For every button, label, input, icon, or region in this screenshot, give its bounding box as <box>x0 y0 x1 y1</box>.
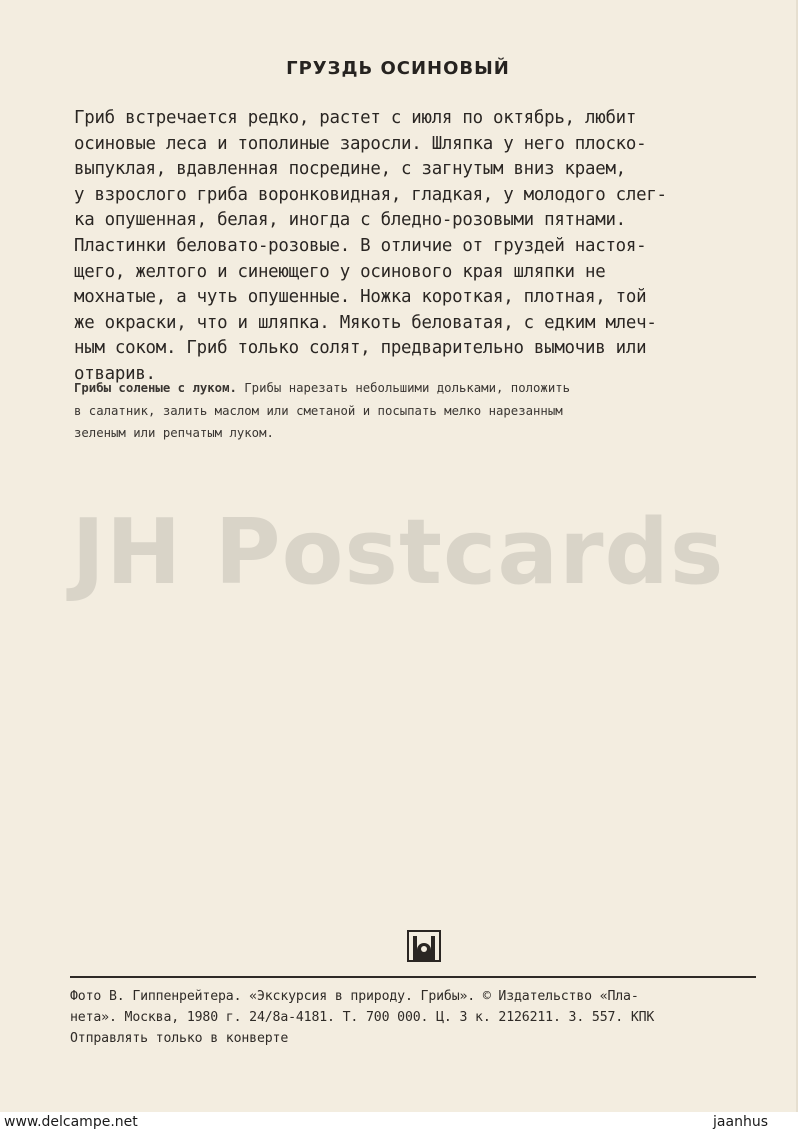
imprint-line: нета». Москва, 1980 г. 24/8а-4181. Т. 700 000. Ц. 3 к. 2126211. З. 557. КПК <box>70 1010 655 1025</box>
description-line: у взрослого гриба воронковидная, гладкая, у молодого слег- <box>74 184 667 205</box>
description-line: мохнатые, а чуть опушенные. Ножка короткая, плотная, той <box>74 287 647 308</box>
planeta-publisher-logo-icon <box>407 930 441 962</box>
description-line: осиновые леса и тополиные заросли. Шляпка у него плоско- <box>74 133 647 154</box>
mushroom-title: ГРУЗДЬ ОСИНОВЫЙ <box>286 58 510 79</box>
jaanhus-watermark: jaanhus <box>713 1114 768 1130</box>
description-line: ка опушенная, белая, иногда с бледно-розовыми пятнами. <box>74 210 626 231</box>
recipe-title: Грибы соленые с луком. <box>74 381 237 395</box>
recipe-line <box>74 377 756 400</box>
description-line: же окраски, что и шляпка. Мякоть беловатая, с едким млеч- <box>74 312 657 333</box>
footer-divider <box>70 976 756 978</box>
description-line: Пластинки беловато-розовые. В отличие от груздей настоя- <box>74 235 647 256</box>
recipe-line: в салатник, залить маслом или сметаной и посыпать мелко нарезанным <box>74 403 563 418</box>
imprint-line: Отправлять только в конверте <box>70 1031 289 1046</box>
description-line: Гриб встречается редко, растет с июля по октябрь, любит <box>74 108 637 128</box>
description-paragraph <box>74 106 756 388</box>
imprint-line: Фото В. Гиппенрейтера. «Экскурсия в природу. Грибы». © Издательство «Пла- <box>70 989 639 1004</box>
recipe-paragraph <box>74 377 756 445</box>
jh-postcards-watermark: JH Postcards <box>71 500 725 605</box>
description-line: ным соком. Гриб только солят, предварительно вымочив или <box>74 338 647 359</box>
description-line: щего, желтого и синеющего у осинового края шляпки не <box>74 261 606 282</box>
delcampe-watermark: www.delcampe.net <box>4 1114 138 1130</box>
description-line: отварив. <box>74 363 156 384</box>
recipe-line-rest: Грибы нарезать небольшими дольками, положить <box>236 381 571 395</box>
description-line: выпуклая, вдавленная посредине, с загнутым вниз краем, <box>74 159 626 180</box>
publisher-imprint <box>70 986 760 1049</box>
recipe-line: зеленым или репчатым луком. <box>74 426 274 440</box>
